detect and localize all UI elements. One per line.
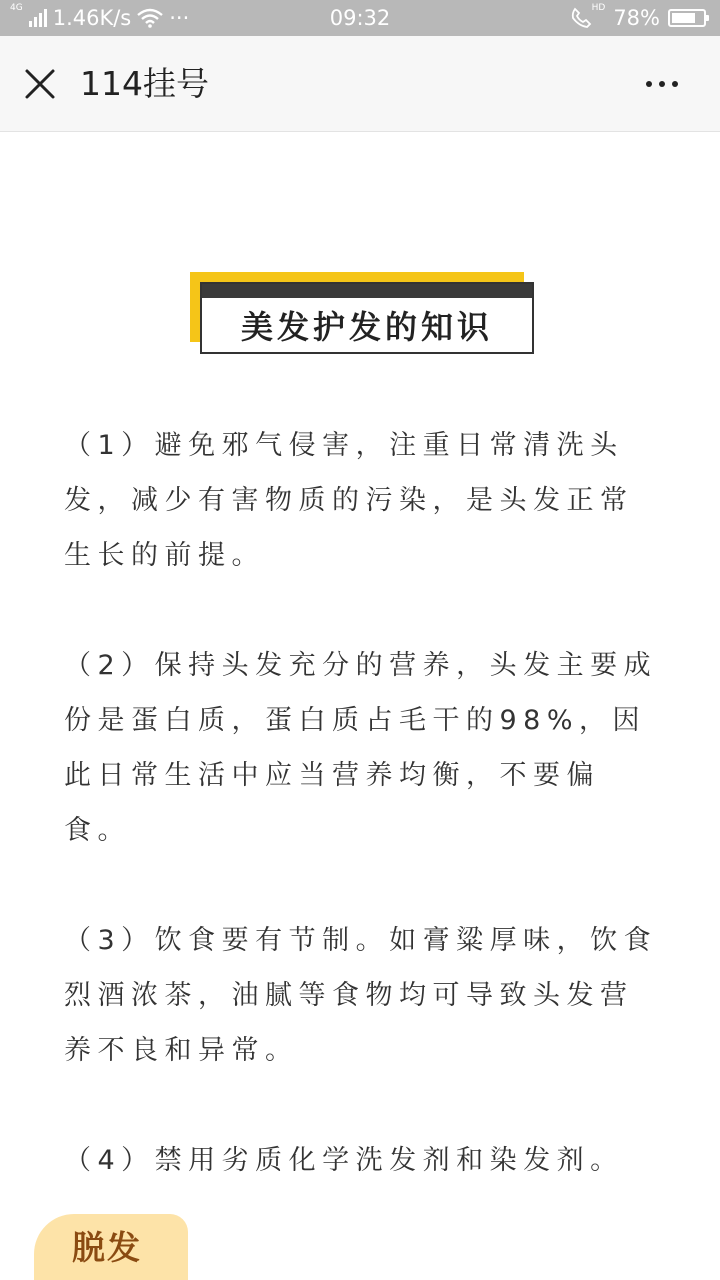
paragraph-3: （3）饮食要有节制。如膏粱厚味，饮食烈酒浓茶，油腻等食物均可导致头发营养不良和异常。 <box>64 925 658 1066</box>
nav-bar <box>0 36 720 132</box>
close-icon <box>22 66 58 102</box>
status-right <box>570 0 706 36</box>
battery-fill <box>672 13 695 23</box>
battery-icon <box>668 9 706 27</box>
status-left <box>10 0 189 36</box>
battery-percent: 78% <box>613 6 660 30</box>
article-heading: 美发护发的知识 <box>240 308 493 346</box>
article-content <box>64 418 660 1243</box>
more-icon <box>646 81 652 87</box>
status-bar <box>0 0 720 36</box>
section-tag <box>34 1214 188 1280</box>
article-heading-block <box>190 272 534 354</box>
paragraph-1: （1）避免邪气侵害，注重日常清洗头发，减少有害物质的污染，是头发正常生长的前提。 <box>64 430 634 571</box>
page-title: 114挂号 <box>80 64 209 103</box>
section-tag-label: 脱发 <box>72 1228 142 1267</box>
phone-icon <box>570 7 592 29</box>
network-speed: 1.46K/s <box>52 6 132 30</box>
hd-badge: HD <box>591 3 606 13</box>
close-button[interactable] <box>22 66 58 102</box>
heading-top-bar <box>202 284 532 298</box>
more-notifications-icon: ··· <box>169 6 190 30</box>
more-button[interactable] <box>646 76 686 92</box>
more-icon-dot <box>672 81 678 87</box>
network-type: 4G <box>10 3 23 13</box>
signal-icon <box>29 9 47 27</box>
status-time: 09:32 <box>329 6 391 30</box>
paragraph-2: （2）保持头发充分的营养，头发主要成份是蛋白质，蛋白质占毛干的98%，因此日常生活中应当营养均衡，不要偏食。 <box>64 650 658 846</box>
heading-box <box>200 282 534 354</box>
paragraph-4: （4）禁用劣质化学洗发剂和染发剂。 <box>64 1145 624 1176</box>
more-icon-dot <box>659 81 665 87</box>
wifi-icon <box>137 8 163 28</box>
